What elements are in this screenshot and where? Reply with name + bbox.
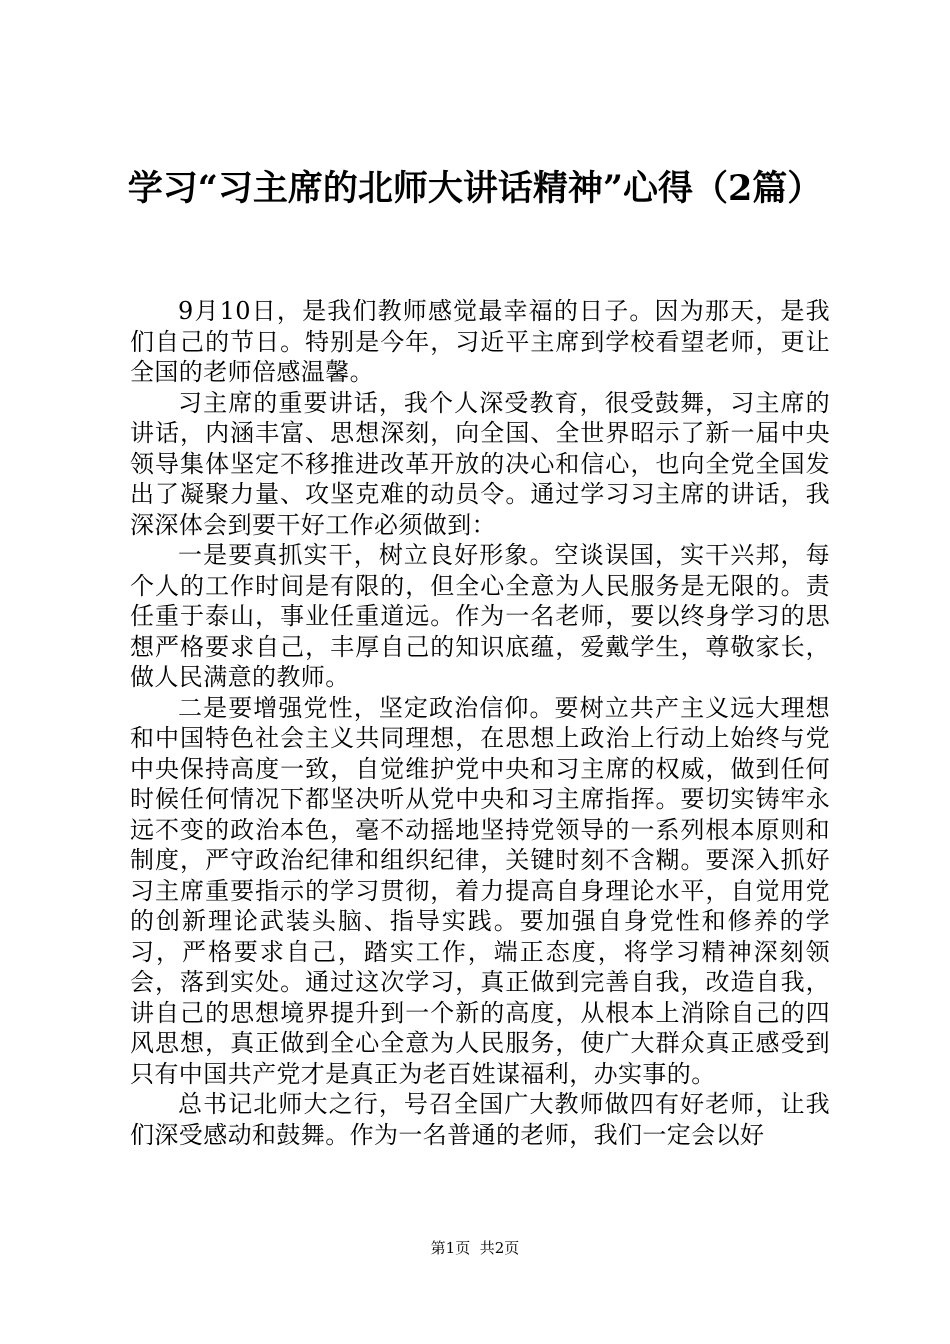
paragraph-point-two: 二是要增强党性，坚定政治信仰。要树立共产主义远大理想和中国特色社会主义共同理想，在思想上政治上行动上始终与党中央保持高度一致，自觉维护党中央和习主席的权威，做到任何时候任何情况下都坚决听从党中央和习主席指挥。要切实铸牢永远不变的政治本色，毫不动摇地坚持党领导的一系列根本原则和制度，严守政治纪律和组织纪律，关键时刻不含糊。要深入抓好习主席重要指示的学习贯彻，着力提高自身理论水平，自觉用党的创新理论武装头脑、指导实践。要加强自身党性和修养的学习，严格要求自己，踏实工作，端正态度，将学习精神深刻领会，落到实处。通过这次学习，真正做到完善自我，改造自我，讲自己的思想境界提升到一个新的高度，从根本上消除自己的四风思想，真正做到全心全意为人民服务，使广大群众真正感受到只有中国共产党才是真正为老百姓谋福利，办实事的。 (130, 693, 830, 1088)
page-total: 共2页 (479, 1239, 520, 1257)
paragraph-point-one: 一是要真抓实干，树立良好形象。空谈误国，实干兴邦，每个人的工作时间是有限的，但全心全意为人民服务是无限的。责任重于泰山，事业任重道远。作为一名老师，要以终身学习的思想严格要求自己，丰厚自己的知识底蕴，爱戴学生，尊敬家长，做人民满意的教师。 (130, 541, 830, 691)
paragraph-speech: 习主席的重要讲话，我个人深受教育，很受鼓舞，习主席的讲话，内涵丰富、思想深刻，向全国、全世界昭示了新一届中央领导集体坚定不移推进改革开放的决心和信心，也向全党全国发出了凝聚力量、攻坚克难的动员令。通过学习习主席的讲话，我深深体会到要干好工作必须做到： (130, 388, 830, 539)
page-number: 第1页 (430, 1239, 471, 1257)
paragraph-closing: 总书记北师大之行，号召全国广大教师做四有好老师，让我们深受感动和鼓舞。作为一名普通的老师，我们一定会以好 (130, 1090, 830, 1149)
document-title: 学习“习主席的北师大讲话精神”心得（2篇） (127, 168, 823, 209)
paragraph-intro: 9月10日，是我们教师感觉最幸福的日子。因为那天，是我们自己的节日。特别是今年，习近平主席到学校看望老师，更让全国的老师倍感温馨。 (130, 297, 830, 386)
document-body (130, 296, 830, 1150)
page-footer (0, 1238, 950, 1258)
